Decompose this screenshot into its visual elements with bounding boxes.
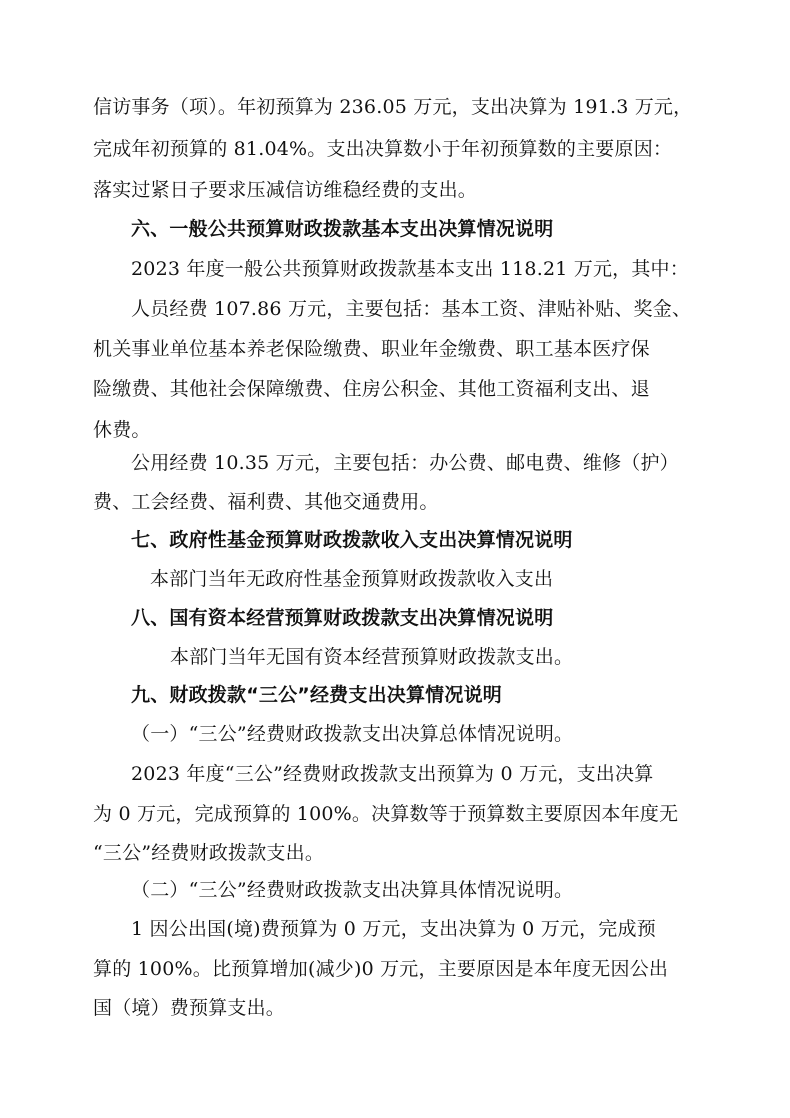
paragraph-line: 信访事务（项）。年初预算为 236.05 万元，支出决算为 191.3 万元， — [93, 96, 693, 118]
paragraph-line: 休费。 — [93, 419, 151, 441]
section-heading-8: 八、国有资本经营预算财政拨款支出决算情况说明 — [131, 607, 554, 629]
section-heading-7: 七、政府性基金预算财政拨款收入支出决算情况说明 — [131, 529, 573, 551]
paragraph-line: 本部门当年无国有资本经营预算财政拨款支出。 — [170, 646, 574, 668]
paragraph-line: 机关事业单位基本养老保险缴费、职业年金缴费、职工基本医疗保 — [93, 338, 650, 360]
paragraph-line: 算的 100%。比预算增加(减少)0 万元，主要原因是本年度无因公出 — [93, 958, 669, 980]
paragraph-line: “三公”经费财政拨款支出。 — [93, 842, 325, 864]
section-heading-6: 六、一般公共预算财政拨款基本支出决算情况说明 — [131, 218, 554, 240]
paragraph-line: 为 0 万元，完成预算的 100%。决算数等于预算数主要原因本年度无 — [93, 803, 679, 825]
paragraph-line: 费、工会经费、福利费、其他交通费用。 — [93, 491, 439, 513]
paragraph-line: 本部门当年无政府性基金预算财政拨款收入支出 — [150, 568, 554, 590]
paragraph-line: 落实过紧日子要求压减信访维稳经费的支出。 — [93, 179, 478, 201]
paragraph-line: 人员经费 107.86 万元，主要包括：基本工资、津贴补贴、奖金、 — [131, 298, 692, 320]
paragraph-line: 公用经费 10.35 万元，主要包括：办公费、邮电费、维修（护） — [131, 452, 679, 474]
subsection-heading-1: （一）“三公”经费财政拨款支出决算总体情况说明。 — [131, 723, 574, 745]
paragraph-line: 2023 年度“三公”经费财政拨款支出预算为 0 万元，支出决算 — [131, 763, 654, 785]
paragraph-line: 国（境）费预算支出。 — [93, 997, 286, 1019]
paragraph-line: 2023 年度一般公共预算财政拨款基本支出 118.21 万元，其中： — [131, 258, 689, 280]
paragraph-line: 完成年初预算的 81.04%。支出决算数小于年初预算数的主要原因： — [93, 138, 673, 160]
paragraph-line: 1 因公出国(境)费预算为 0 万元，支出决算为 0 万元，完成预 — [131, 918, 656, 940]
paragraph-line: 险缴费、其他社会保障缴费、住房公积金、其他工资福利支出、退 — [93, 378, 650, 400]
section-heading-9: 九、财政拨款“三公”经费支出决算情况说明 — [131, 684, 502, 706]
subsection-heading-2: （二）“三公”经费财政拨款支出决算具体情况说明。 — [131, 879, 574, 901]
